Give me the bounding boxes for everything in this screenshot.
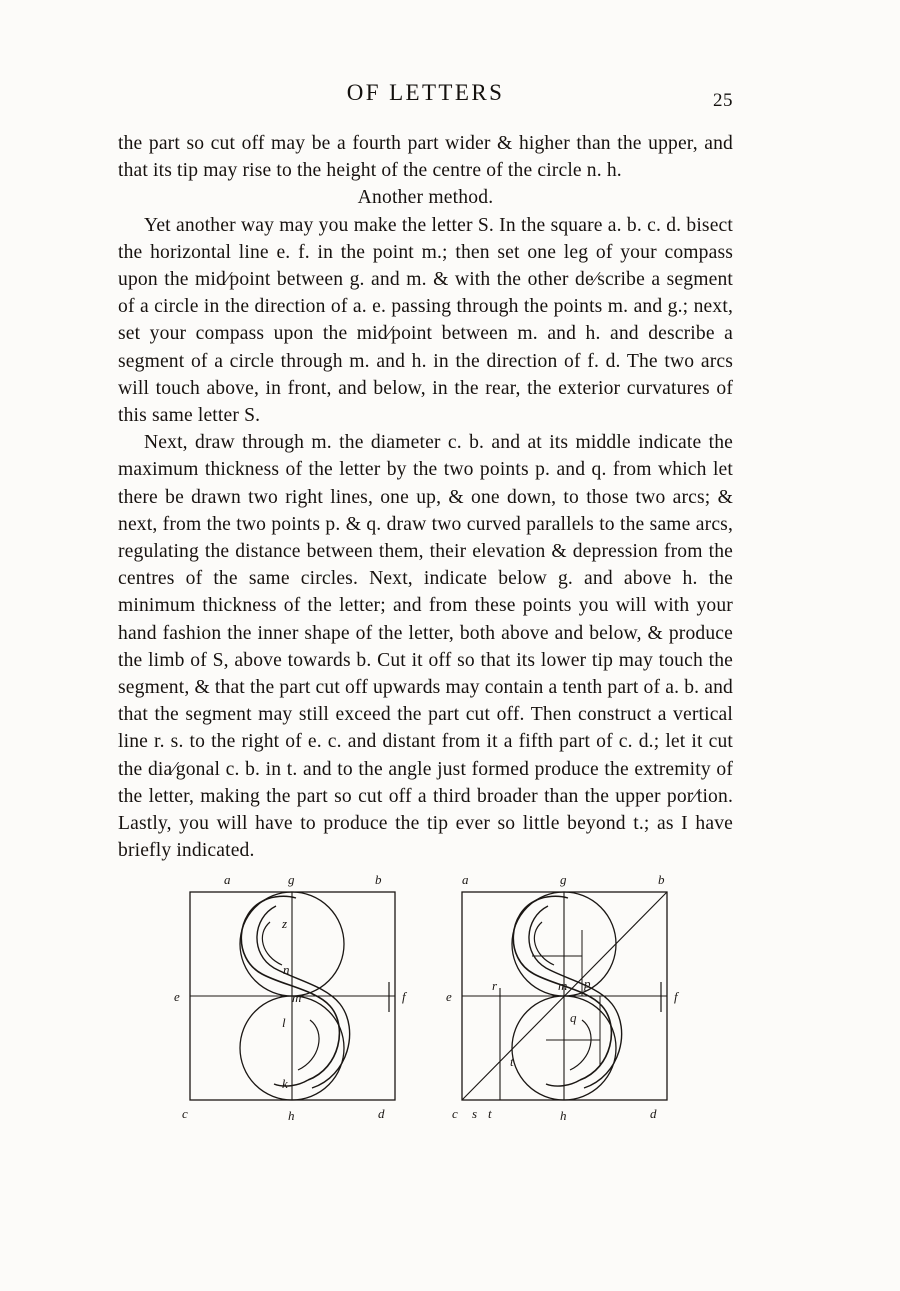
figure-left-label-g: g (288, 872, 295, 887)
figure-left-label-b: b (375, 872, 382, 887)
text-column (118, 80, 733, 864)
figure-right-label-d: d (650, 1106, 657, 1121)
figure-right-label-a: a (462, 872, 469, 887)
figure-right-label-f: f (674, 989, 678, 1004)
running-head: OF LETTERS (346, 80, 505, 105)
figure-left-label-e: e (174, 989, 180, 1004)
figure-left-label-c: c (182, 1106, 188, 1121)
figure-right-drawing (442, 870, 692, 1125)
figure-left-label-a: a (224, 872, 231, 887)
figure-left-label-d: d (378, 1106, 385, 1121)
figure-right-label-t2: t (488, 1106, 492, 1121)
figure-right-label-g: g (560, 872, 567, 887)
figure-right-label-t: t (510, 1054, 514, 1069)
figure-left-label-z: z (282, 916, 288, 931)
page-number: 25 (713, 90, 733, 111)
section-subheading: Another method. (357, 187, 494, 209)
figure-left-label-n: n (283, 962, 290, 977)
figure-right-label-p: p (584, 976, 591, 991)
figure-right-label-b: b (658, 872, 665, 887)
figure-left-label-h: h (288, 1108, 295, 1123)
figure-group (170, 870, 700, 1130)
figure-right-label-q: q (570, 1010, 577, 1025)
figure-right-label-r: r (492, 978, 498, 993)
figure-left (170, 870, 420, 1125)
paragraph-2: Yet another way may you make the letter S. In the square a. b. c. d. bisect the horizontal line e. f. in the point m.; then set one leg of your compass upon the mid⁄point between g. and m. & with the other de⁄scribe a segment of a circle in the direction of a. e. passing through the points m. and g.; next, set your compass upon the mid⁄point between m. and h. and describe a segment of a circle through m. and h. in the direction of f. d. The two arcs will touch above, in front, and below, in the rear, the exterior curvatures of this same letter S. (118, 214, 733, 427)
figure-left-drawing (170, 870, 420, 1125)
figure-left-label-f: f (402, 989, 406, 1004)
figure-right-label-e: e (446, 989, 452, 1004)
figure-right (442, 870, 692, 1125)
figure-right-label-s: s (472, 1106, 478, 1121)
figure-left-label-m: m (292, 990, 302, 1005)
figure-left-label-l: l (282, 1015, 286, 1030)
page-header (118, 80, 733, 114)
paragraph-1: the part so cut off may be a fourth part wider & higher than the upper, and that its tip may rise to the height of the centre of the circle n. h. (118, 133, 733, 182)
figure-right-label-c: c (452, 1106, 458, 1121)
figure-left-label-k: k (282, 1076, 288, 1091)
paragraph-3: Next, draw through m. the diameter c. b. and at its middle indicate the maximum thickness of the letter by the two points p. and q. from which let there be drawn two right lines, one up, & one down, to those two arcs; & next, from the two points p. & q. draw two curved parallels to the same arcs, regulating the distance between them, their elevation & depression from the centres of the same circles. Next, indicate below g. and above h. the minimum thickness of the letter; and from these points you will with your hand fashion the inner shape of the letter, both above and below, & produce the limb of S, above towards b. Cut it off so that its lower tip may touch the segment, & that the part cut off upwards may contain a tenth part of a. b. and that the segment may still exceed the part cut off. Then construct a vertical line r. s. to the right of e. c. and distant from it a fifth part of c. d.; let it cut the dia⁄gonal c. b. in t. and to the angle just formed produce the extremity of the letter, making the part so cut off a third broader than the upper por⁄tion. Lastly, you will have to produce the tip ever so little beyond t.; as I have briefly indicated. (118, 432, 733, 862)
figure-right-label-m: m (558, 978, 568, 993)
figure-right-label-h: h (560, 1108, 567, 1123)
